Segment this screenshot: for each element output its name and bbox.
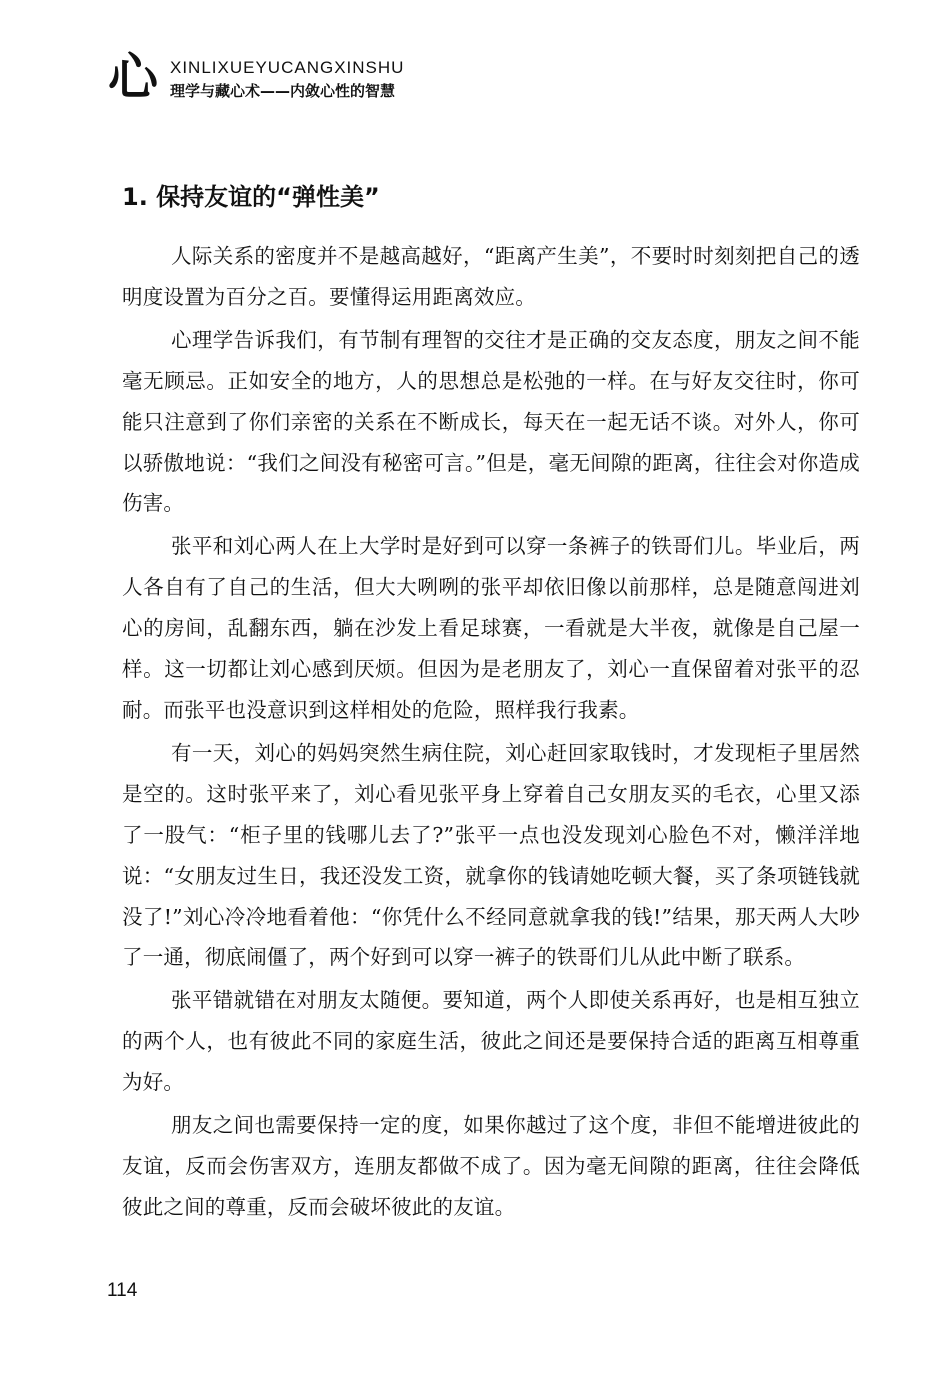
header-pinyin-title: XINLIXUEYUCANGXINSHU bbox=[170, 58, 405, 77]
header-subtitle: 理学与藏心术——内敛心性的智慧 bbox=[170, 82, 396, 100]
paragraph: 朋友之间也需要保持一定的度，如果你越过了这个度，非但不能增进彼此的友谊，反而会伤害双方，连朋友都做不成了。因为毫无间隙的距离，往往会降低彼此之间的尊重，反而会破坏彼此的友谊。 bbox=[122, 1113, 860, 1219]
paragraph: 张平和刘心两人在上大学时是好到可以穿一条裤子的铁哥们儿。毕业后，两人各自有了自己的生活，但大大咧咧的张平却依旧像以前那样，总是随意闯进刘心的房间，乱翻东西，躺在沙发上看足球赛，一看就是大半夜，就像是自己屋一样。这一切都让刘心感到厌烦。但因为是老朋友了，刘心一直保留着对张平的忍耐。而张平也没意识到这样相处的危险，照样我行我素。 bbox=[122, 534, 860, 722]
paragraph: 人际关系的密度并不是越高越好，“距离产生美”，不要时时刻刻把自己的透明度设置为百分之百。要懂得运用距离效应。 bbox=[122, 244, 860, 309]
running-header bbox=[108, 48, 608, 108]
paragraph: 心理学告诉我们，有节制有理智的交往才是正确的交友态度，朋友之间不能毫无顾忌。正如安全的地方，人的思想总是松弛的一样。在与好友交往时，你可能只注意到了你们亲密的关系在不断成长，每天在一起无话不谈。对外人，你可以骄傲地说：“我们之间没有秘密可言。”但是，毫无间隙的距离，往往会对你造成伤害。 bbox=[122, 327, 860, 516]
paragraph: 张平错就错在对朋友太随便。要知道，两个人即使关系再好，也是相互独立的两个人，也有彼此不同的家庭生活，彼此之间还是要保持合适的距离互相尊重为好。 bbox=[122, 988, 860, 1095]
body-text bbox=[122, 236, 860, 1230]
section-heading: 1. 保持友谊的“弹性美” bbox=[122, 183, 380, 211]
header-logo-glyph: 心 bbox=[108, 48, 158, 106]
paragraph: 有一天，刘心的妈妈突然生病住院，刘心赶回家取钱时，才发现柜子里居然是空的。这时张平来了，刘心看见张平身上穿着自己女朋友买的毛衣，心里又添了一股气：“柜子里的钱哪儿去了?”张平一点也没发现刘心脸色不对，懒洋洋地说：“女朋友过生日，我还没发工资，就拿你的钱请她吃顿大餐，买了条项链钱就没了!”刘心冷冷地看着他：“你凭什么不经同意就拿我的钱!”结果，那天两人大吵了一通，彻底闹僵了，两个好到可以穿一裤子的铁哥们儿从此中断了联系。 bbox=[122, 740, 860, 970]
page-number: 114 bbox=[107, 1280, 138, 1301]
